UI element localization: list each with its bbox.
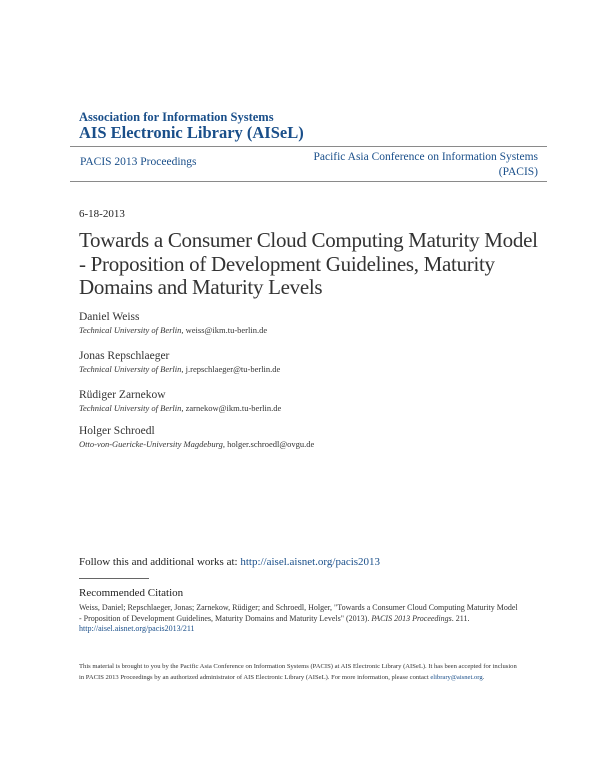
- author-1: [79, 311, 267, 335]
- follow-text: Follow this and additional works at:: [79, 556, 241, 568]
- citation-link[interactable]: http://aisel.aisnet.org/pacis2013/211: [79, 624, 195, 633]
- author-name: Holger Schroedl: [79, 425, 155, 437]
- footer-end: .: [482, 674, 485, 681]
- library-name[interactable]: AIS Electronic Library (AISeL): [79, 123, 304, 142]
- author-3: [79, 389, 281, 413]
- section-rule: [79, 578, 149, 579]
- affiliation-text: Otto-von-Guericke-University Magdeburg: [79, 439, 223, 449]
- affiliation-text: Technical University of Berlin: [79, 325, 182, 335]
- footer-text: This material is brought to you by the Pacific Asia Conference on Information Systems (PACIS) at AIS Electronic Library (AISeL). It has been accepted for inclusion in PACIS 2013 Proceedings by an authorized administrator of AIS Electronic Library (AISeL). For more information, please contact: [79, 663, 517, 681]
- affiliation-text: Technical University of Berlin: [79, 403, 182, 413]
- author-name: Jonas Repschlaeger: [79, 350, 170, 362]
- author-email: holger.schroedl@ovgu.de: [227, 439, 315, 449]
- publication-date: 6-18-2013: [79, 208, 125, 220]
- author-affiliation: Technical University of Berlin, weiss@ikm.tu-berlin.de: [79, 325, 268, 335]
- author-2: [79, 350, 280, 374]
- author-email: weiss@ikm.tu-berlin.de: [185, 325, 268, 335]
- affiliation-text: Technical University of Berlin: [79, 364, 182, 374]
- author-email: zarnekow@ikm.tu-berlin.de: [185, 403, 282, 413]
- author-affiliation: Technical University of Berlin, zarnekow@ikm.tu-berlin.de: [79, 403, 282, 413]
- author-name: Daniel Weiss: [79, 311, 140, 323]
- citation-body: Weiss, Daniel; Repschlaeger, Jonas; Zarnekow, Rüdiger; and Schroedl, Holger, "Towards a Consumer Cloud Computing Maturity Model - Proposition of Development Guidelines, Maturity Domains and Maturity Levels" (2013).: [79, 603, 518, 623]
- footer-notice: [79, 661, 519, 683]
- author-name: Rüdiger Zarnekow: [79, 389, 166, 401]
- author-email: j.repschlaeger@tu-berlin.de: [185, 364, 281, 374]
- proceedings-link[interactable]: PACIS 2013 Proceedings: [80, 156, 197, 168]
- citation-suffix: . 211.: [451, 613, 470, 623]
- bottom-divider: [70, 181, 547, 182]
- citation-text: [79, 603, 519, 635]
- author-affiliation: Technical University of Berlin, j.repschlaeger@tu-berlin.de: [79, 364, 281, 374]
- association-name: Association for Information Systems: [79, 110, 274, 124]
- author-4: [79, 425, 314, 449]
- paper-title: Towards a Consumer Cloud Computing Maturity Model - Proposition of Development Guidelines, Maturity Domains and Maturity Levels: [79, 228, 538, 299]
- contact-email-link[interactable]: elibrary@aisnet.org: [430, 674, 483, 681]
- collection-link[interactable]: http://aisel.aisnet.org/pacis2013: [240, 556, 381, 568]
- author-affiliation: Otto-von-Guericke-University Magdeburg, holger.schroedl@ovgu.de: [79, 439, 315, 449]
- conference-link[interactable]: Pacific Asia Conference on Information Systems (PACIS): [313, 151, 538, 178]
- citation-venue: PACIS 2013 Proceedings: [371, 613, 452, 623]
- follow-line: [79, 556, 380, 568]
- top-divider: [70, 146, 547, 147]
- recommended-citation-heading: Recommended Citation: [79, 587, 184, 599]
